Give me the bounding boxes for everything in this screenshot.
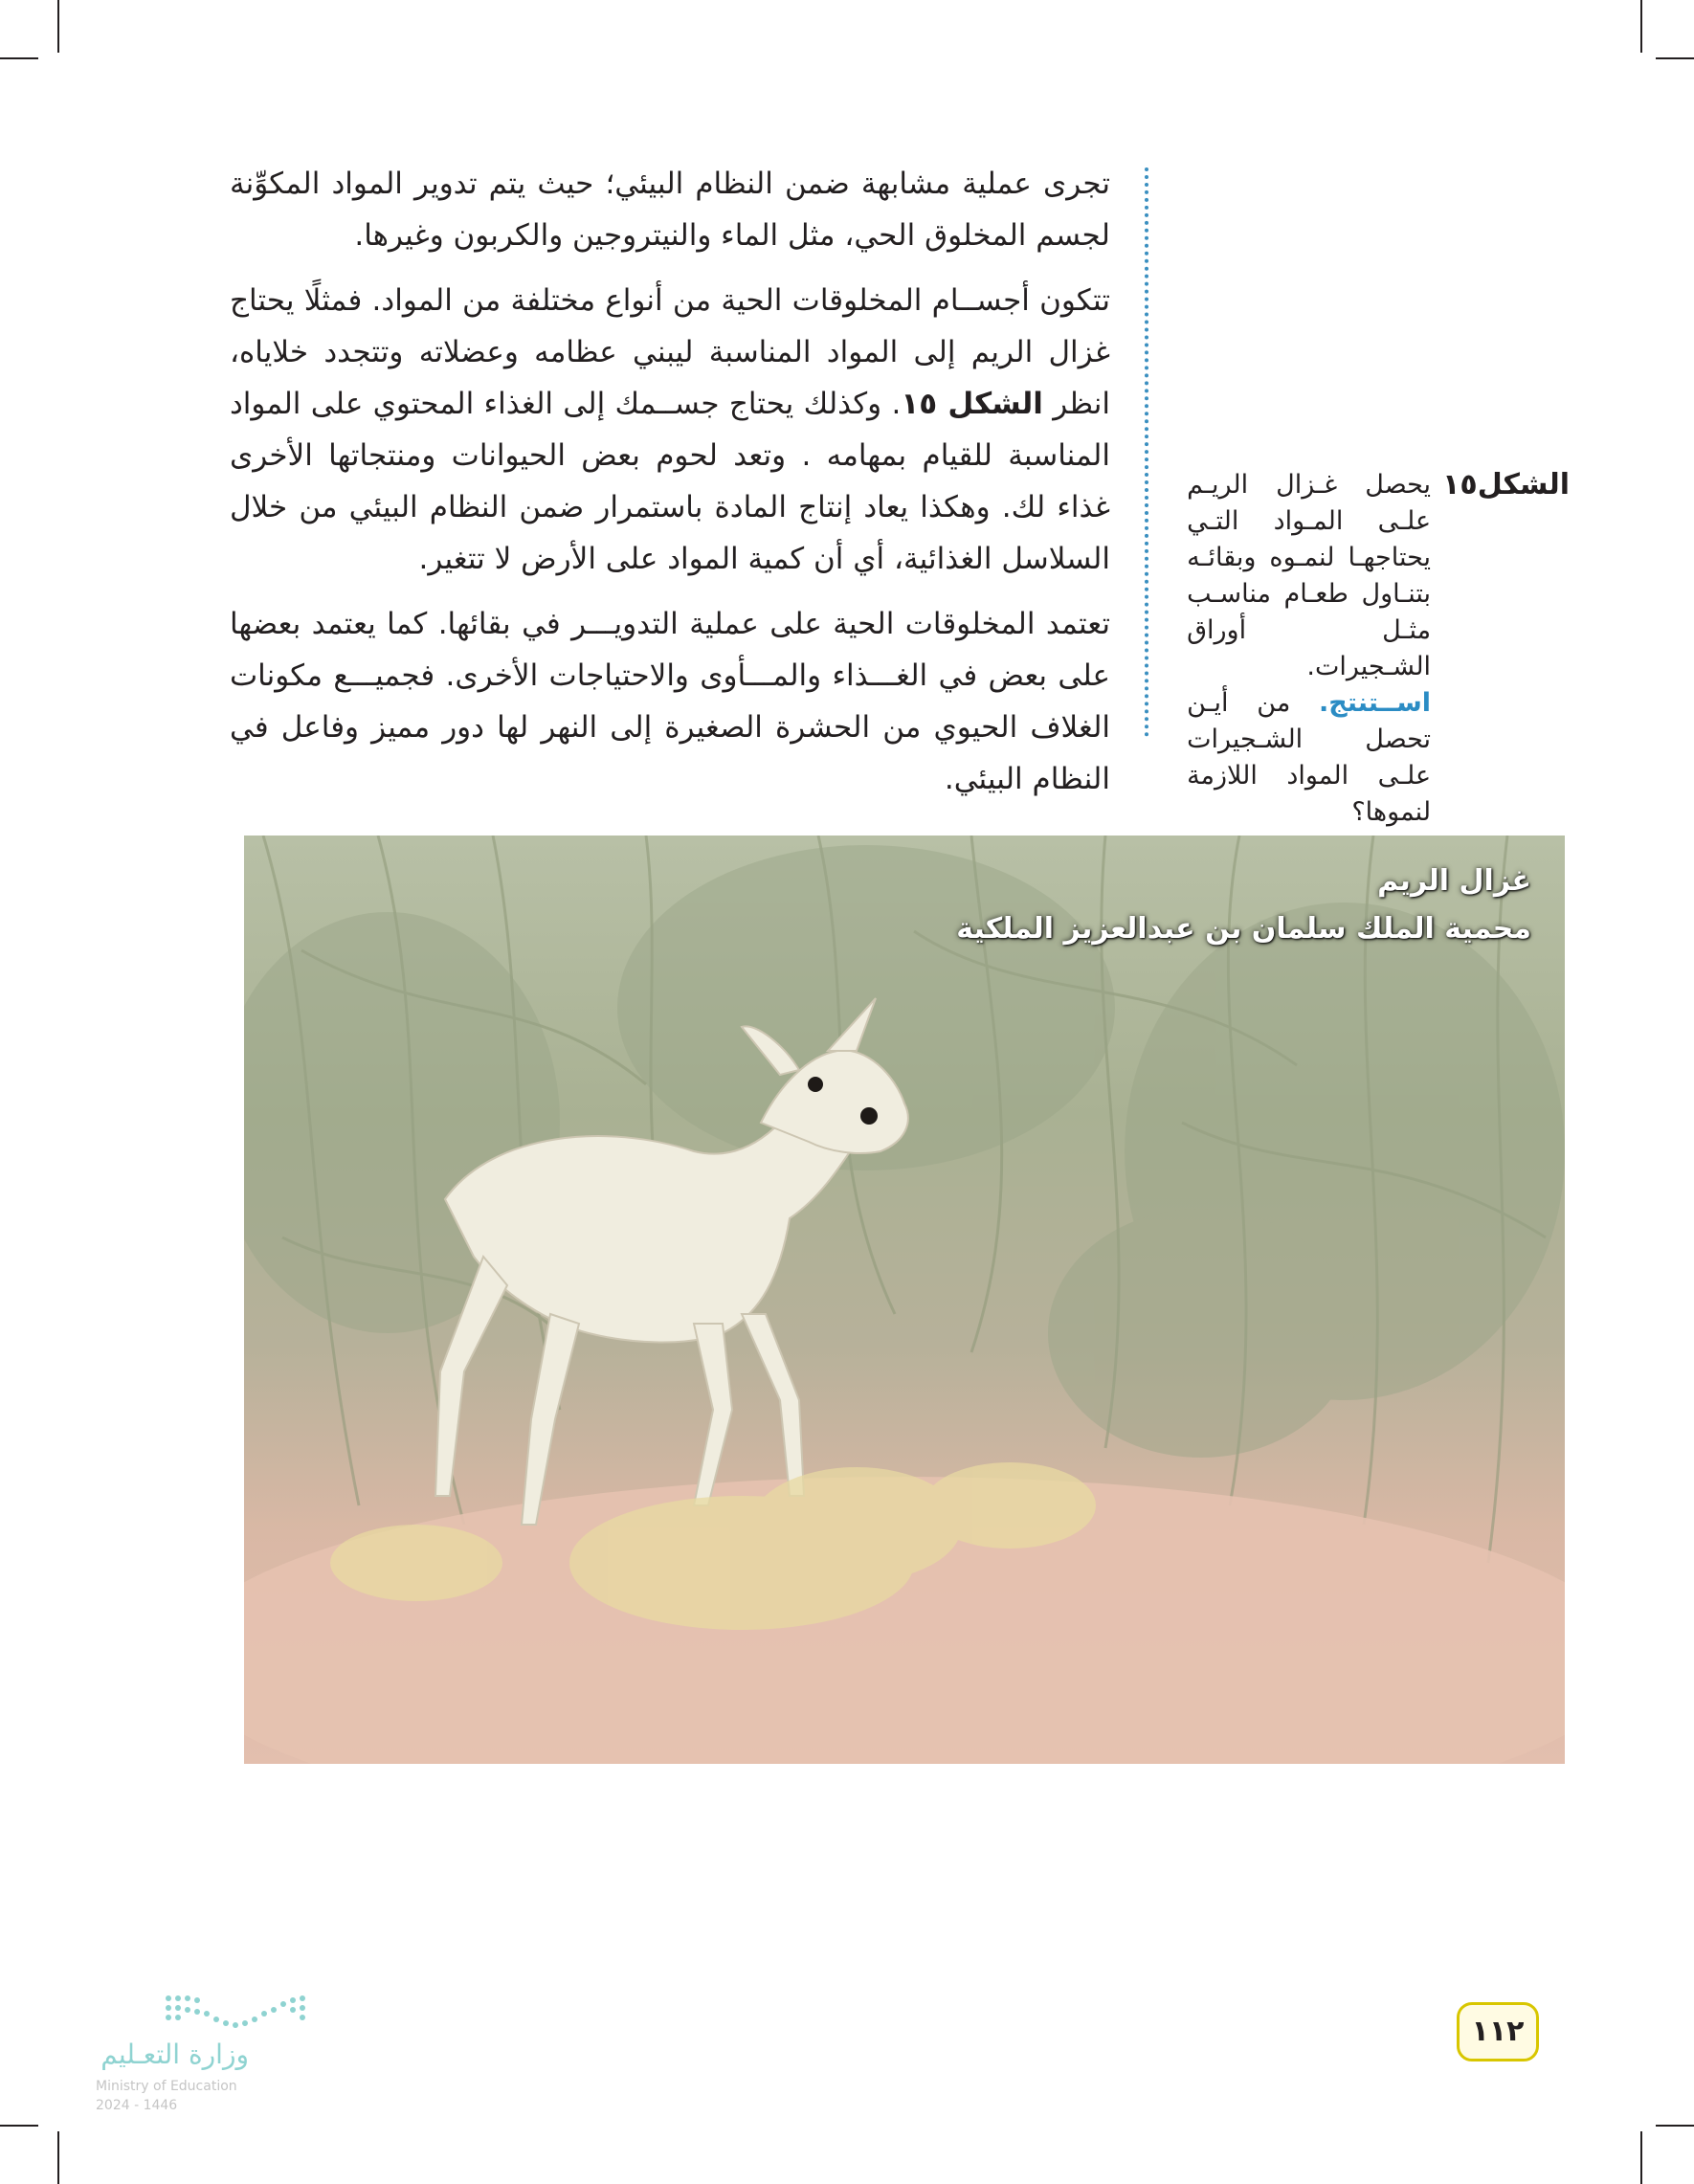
gazelle-nose [860,1107,878,1125]
ministry-logo-icon [163,1991,316,2037]
infer-label: اســتنتج. [1319,688,1432,718]
crop-mark [1656,2125,1694,2127]
ministry-logo [96,1991,325,2134]
crop-mark [1640,2131,1642,2184]
photo-title: غزال الريم [1377,864,1531,898]
body-text-column [230,158,1110,818]
crop-mark [0,2125,38,2127]
paragraph-2 [230,275,1110,585]
paragraph-2-text: تتكون أجســام المخلوقات الحية من أنواع مختلفة من المواد. فمثلًا يحتاج غزال الريم إلى المواد المناسبة ليبني عظامه وعضلاته وتتجدد خلاياه، انظر [230,283,1110,421]
gazelle-eye [808,1077,823,1092]
crop-mark [1656,57,1694,59]
photo-subtitle: محمية الملك سلمان بن عبدالعزيز الملكية [956,912,1531,946]
logo-arabic-text: وزارة التعـليم [100,2039,249,2070]
figure-label: الشكل١٥ [1442,468,1570,501]
crop-mark [57,0,59,53]
logo-year: 2024 - 1446 [96,2098,178,2113]
figure-reference: الشكل ١٥ [901,387,1043,421]
gazelle-photo [244,836,1565,1764]
paragraph-3: تعتمد المخلوقات الحية على عملية التدويـــر في بقائها. كما يعتمد بعضها على بعض في الغـــذاء والمـــأوى والاحتياجات الأخرى. فجميـــع مكونات الغلاف الحيوي من الحشرة الصغيرة إلى النهر لها دور مميز وفاعل في النظام البيئي. [230,607,1110,796]
page-number: ١١٢ [1457,2002,1539,2061]
caption-text: يحصل غـزال الريـم علـى المـواد التـي يحتاجهـا لنمـوه وبقائـه بتنـاول طعـام مناسـب مثـل أوراق الشـجيرات. [1187,470,1432,681]
figure-caption [1168,467,1570,831]
paragraph-2-continued: . وكذلك يحتاج جســمك إلى الغذاء المحتوي على المواد المناسبة للقيام بمهامه . وتعد لحوم بعض الحيوانات ومنتجاتها الأخرى غذاء لك. وهكذا يعاد إنتاج المادة باستمرار ضمن النظام البيئي من خلال السلاسل الغذائية، أي أن كمية المواد على الأرض لا تتغير. [230,387,1110,576]
infer-question: من أيـن تحصل الشـجيرات علـى المواد اللازمة لنموها؟ [1187,688,1432,827]
column-divider [1145,167,1148,737]
logo-english-text: Ministry of Education [96,2079,237,2094]
crop-mark [0,57,38,59]
caption-body [1187,467,1431,831]
crop-mark [1640,0,1642,53]
paragraph-1: تجرى عملية مشابهة ضمن النظام البيئي؛ حيث يتم تدوير المواد المكوِّنة لجسم المخلوق الحي، مثل الماء والنيتروجين والكربون وغيرها. [230,167,1110,253]
photo-illustration [244,836,1565,1764]
crop-mark [57,2131,59,2184]
